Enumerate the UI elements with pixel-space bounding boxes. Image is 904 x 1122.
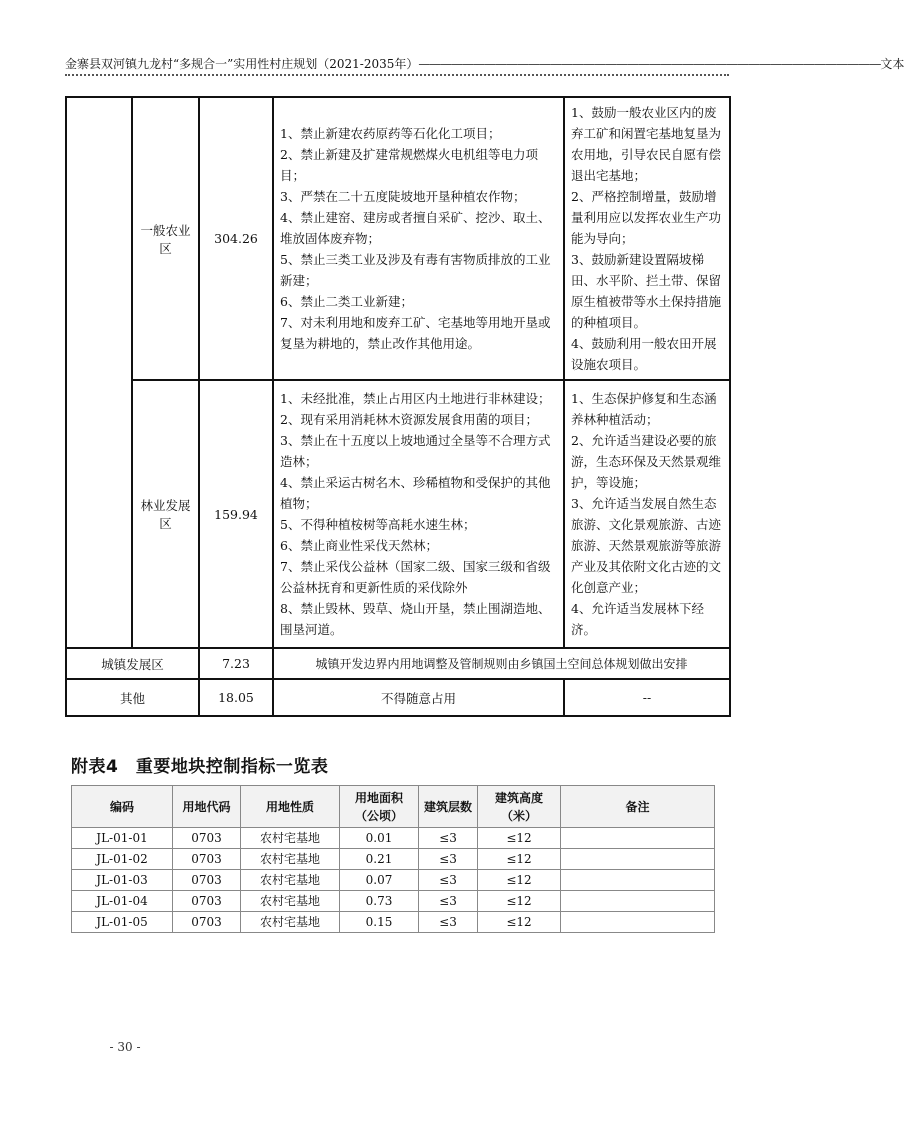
table-cell: ≤12 [478, 912, 561, 933]
table-cell: JL-01-01 [72, 828, 173, 849]
table-row [66, 679, 730, 716]
table-row [72, 912, 715, 933]
table-cell: ≤3 [419, 891, 478, 912]
list-item: 1、生态保护修复和生态涵养林种植活动； [571, 391, 717, 427]
list-item: 7、禁止采伐公益林（国家二级、国家三级和省级公益林抚育和更新性质的采伐除外 [280, 559, 551, 595]
list-item: 4、鼓励利用一般农田开展设施农项目。 [571, 336, 717, 372]
list-item: 3、禁止在十五度以上坡地通过全垦等不合理方式造林； [280, 433, 551, 469]
allowed-list [564, 380, 730, 648]
table-cell: ≤12 [478, 870, 561, 891]
zone-area: 159.94 [199, 380, 273, 648]
table-header-row [72, 786, 715, 828]
list-item: 1、未经批准，禁止占用区内土地进行非林建设； [280, 391, 551, 406]
table-cell: 0703 [173, 849, 241, 870]
column-header [241, 786, 340, 828]
table-cell: ≤3 [419, 870, 478, 891]
table-cell: ≤12 [478, 828, 561, 849]
table-row [66, 97, 730, 380]
page-header [65, 56, 904, 76]
list-item: 3、允许适当发展自然生态旅游、文化景观旅游、古迹旅游、天然景观旅游等旅游产业及其依附文化古迹的文化创意产业； [571, 496, 722, 595]
list-item: 3、鼓励新建设置隔坡梯田、水平阶、拦土带、保留原生植被带等水土保持措施的种植项目。 [571, 252, 722, 330]
header-rule: —————————————————————————————————————————— [418, 57, 881, 71]
table-row [72, 870, 715, 891]
list-item: 2、现有采用消耗林木资源发展食用菌的项目； [280, 412, 538, 427]
table-cell: 农村宅基地 [241, 870, 340, 891]
table-cell: ≤3 [419, 828, 478, 849]
table-cell: ≤3 [419, 849, 478, 870]
zone-area: 18.05 [199, 679, 273, 716]
zone-area: 7.23 [199, 648, 273, 679]
appendix-4-title: 附表4 重要地块控制指标一览表 [71, 757, 329, 777]
table-cell [561, 891, 715, 912]
column-header-line: 用地面积 [354, 790, 403, 805]
column-header-line: （米） [500, 808, 537, 823]
allowed-text: -- [564, 679, 730, 716]
table-cell: JL-01-02 [72, 849, 173, 870]
table-cell: ≤3 [419, 912, 478, 933]
prohibited-list [273, 380, 564, 648]
zone-name: 林业发展区 [132, 380, 199, 648]
list-item: 2、禁止新建及扩建常规燃煤火电机组等电力项目； [280, 147, 538, 183]
list-item: 4、允许适当发展林下经济。 [571, 601, 704, 637]
table-cell: 0.73 [340, 891, 419, 912]
column-header-line: （公顷） [354, 808, 403, 823]
list-item: 2、严格控制增量，鼓励增量利用应以发挥农业生产功能为导向； [571, 189, 722, 246]
list-item: 1、鼓励一般农业区内的废弃工矿和闲置宅基地复垦为农用地，引导农民自愿有偿退出宅基地； [571, 105, 722, 183]
list-item: 6、禁止二类工业新建； [280, 294, 413, 309]
table-cell: 0.21 [340, 849, 419, 870]
table-cell: 0703 [173, 870, 241, 891]
list-item: 6、禁止商业性采伐天然林； [280, 538, 438, 553]
list-item: 4、禁止建窑、建房或者擅自采矿、挖沙、取土、堆放固体废弃物； [280, 210, 551, 246]
table-cell: JL-01-04 [72, 891, 173, 912]
list-item: 4、禁止采运古树名木、珍稀植物和受保护的其他植物； [280, 475, 551, 511]
list-item: 2、允许适当建设必要的旅游，生态环保及天然景观维护，等设施； [571, 433, 722, 490]
prohibited-text: 不得随意占用 [273, 679, 564, 716]
column-header [72, 786, 173, 828]
table-cell [561, 870, 715, 891]
table-cell: JL-01-05 [72, 912, 173, 933]
table-cell: 农村宅基地 [241, 849, 340, 870]
list-item: 7、对未利用地和废弃工矿、宅基地等用地开垦或复垦为耕地的，禁止改作其他用途。 [280, 315, 551, 351]
zoning-control-table [65, 96, 731, 717]
table-cell: JL-01-03 [72, 870, 173, 891]
zone-name: 一般农业区 [132, 97, 199, 380]
table-cell: 0.15 [340, 912, 419, 933]
table-cell [561, 849, 715, 870]
prohibited-list [273, 97, 564, 380]
table-cell: 农村宅基地 [241, 912, 340, 933]
document-title: 金寨县双河镇九龙村“多规合一”实用性村庄规划（2021-2035年） [65, 57, 419, 71]
allowed-list [564, 97, 730, 380]
table-cell: 农村宅基地 [241, 828, 340, 849]
column-header [478, 786, 561, 828]
column-header-line: 建筑高度 [494, 790, 543, 805]
table-cell: ≤12 [478, 891, 561, 912]
column-header-line: 用地性质 [265, 799, 314, 814]
list-item: 3、严禁在二十五度陡坡地开垦种植农作物； [280, 189, 526, 204]
parent-zone-cell [66, 97, 132, 648]
column-header-line: 建筑层数 [423, 799, 472, 814]
table-row [72, 891, 715, 912]
table-row [66, 380, 730, 648]
table-cell: ≤12 [478, 849, 561, 870]
table-row [72, 849, 715, 870]
table-row [66, 648, 730, 679]
table-cell: 0703 [173, 912, 241, 933]
column-header [173, 786, 241, 828]
column-header [561, 786, 715, 828]
table-cell: 0.01 [340, 828, 419, 849]
column-header-line: 编码 [109, 799, 134, 814]
column-header-line: 用地代码 [182, 799, 231, 814]
list-item: 8、禁止毁林、毁草、烧山开垦，禁止围湖造地、围垦河道。 [280, 601, 551, 637]
list-item: 1、禁止新建农药原药等石化化工项目； [280, 126, 501, 141]
key-plot-control-table [71, 785, 715, 933]
table-cell [561, 828, 715, 849]
table-cell: 0703 [173, 828, 241, 849]
zone-area: 304.26 [199, 97, 273, 380]
column-header [419, 786, 478, 828]
zone-name: 城镇发展区 [66, 648, 199, 679]
table-cell [561, 912, 715, 933]
table-cell: 0.07 [340, 870, 419, 891]
column-header-line: 备注 [625, 799, 650, 814]
zone-rule: 城镇开发边界内用地调整及管制规则由乡镇国土空间总体规划做出安排 [273, 648, 730, 679]
table-cell: 0703 [173, 891, 241, 912]
document-type-label: 文本 [880, 57, 904, 71]
table-cell: 农村宅基地 [241, 891, 340, 912]
column-header [340, 786, 419, 828]
page-number: - 30 - [109, 1040, 141, 1054]
list-item: 5、禁止三类工业及涉及有毒有害物质排放的工业新建； [280, 252, 551, 288]
zone-name: 其他 [66, 679, 199, 716]
list-item: 5、不得种植桉树等高耗水速生林； [280, 517, 476, 532]
table-row [72, 828, 715, 849]
